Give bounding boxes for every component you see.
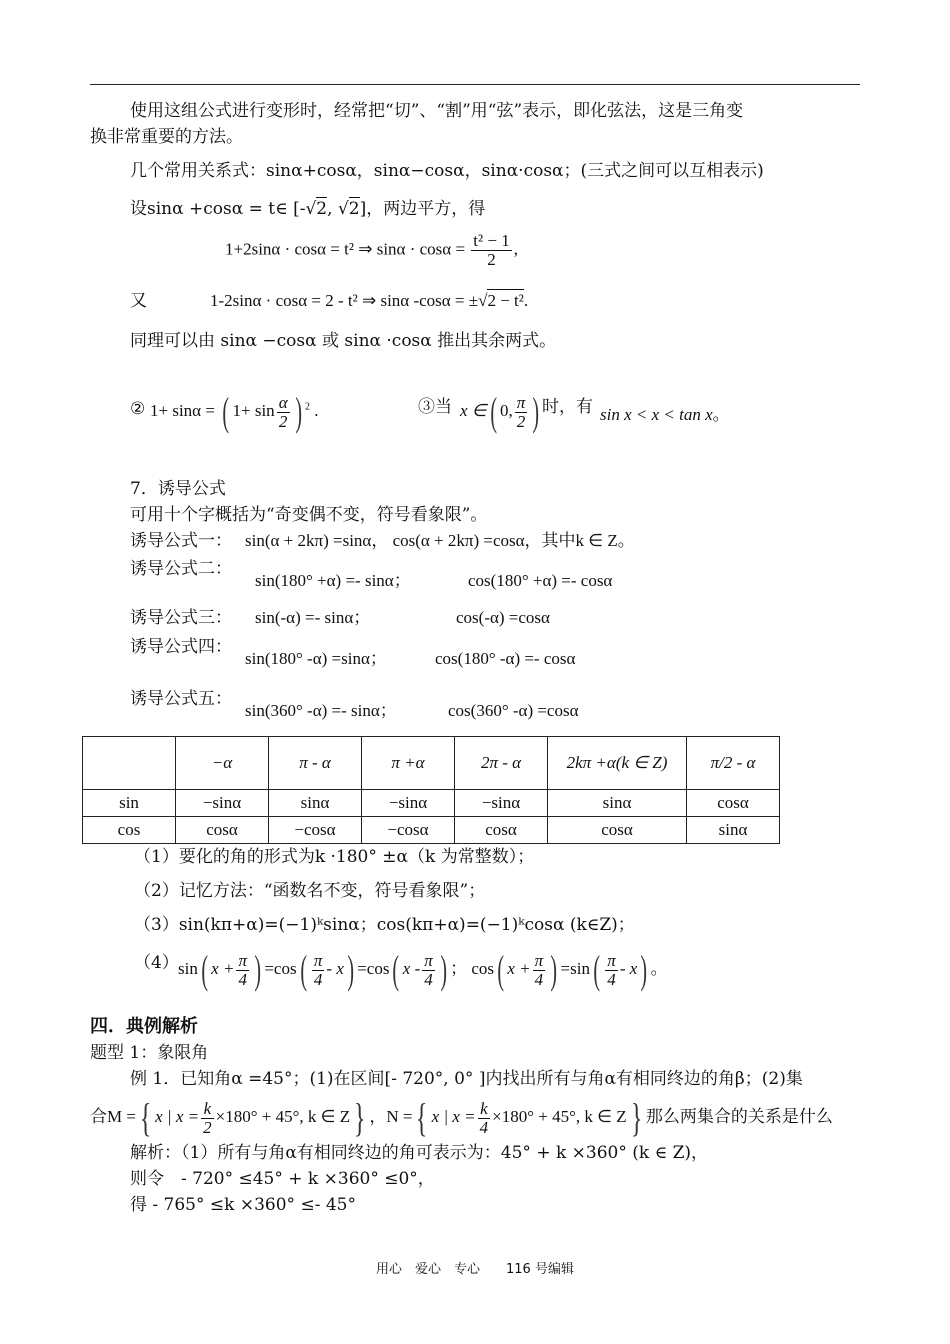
table-cell: −cosα	[362, 817, 455, 844]
n4-x-plus: x +	[211, 958, 235, 978]
table-header-cell: −α	[176, 737, 269, 790]
formula-2: 1+ sinα = ( 1+ sin $\frac{\alpha}{2}$ ) $^2$ .	[150, 389, 319, 434]
ex1-four: 4	[479, 1117, 489, 1137]
induction-5a: sin(360° -α) =- sinα；	[245, 701, 397, 720]
table-cell: −sinα	[362, 790, 455, 817]
induction-table	[82, 736, 780, 844]
note-3: （3）sin(kπ+α)=(−1)ᵏsinα；cos(kπ+α)=(−1)ᵏcosα (k∈Z)；	[134, 915, 635, 935]
ex1-set-m: 合M =	[90, 1106, 136, 1126]
induction-5-label: 诱导公式五：	[130, 689, 232, 709]
induction-1-label: 诱导公式一：	[130, 531, 232, 551]
note-2: （2）记忆方法：“函数名不变，符号看象限”；	[134, 881, 486, 901]
eq2-end: .	[523, 291, 529, 310]
n4-minus-x: - x	[326, 958, 344, 978]
eq1-denominator: 2	[471, 250, 511, 269]
paragraph-1b: 换非常重要的方法。	[90, 127, 243, 147]
solution-1: 解析：（1）所有与角α有相同终边的角可表示为：45° + k ×360° (k ∈ Z)，	[130, 1143, 709, 1163]
n4-pi: π	[424, 950, 433, 970]
table-row	[83, 817, 780, 844]
n4-sin-b: =sin	[560, 958, 590, 978]
p3-pre: 设sinα +cosα = t∈ [-	[130, 199, 306, 219]
n4-minus-x: - x	[619, 958, 638, 978]
n4-four: 4	[533, 970, 546, 989]
f3-end: 。	[712, 405, 730, 424]
table-cell: cosα	[455, 817, 548, 844]
n4-four: 4	[422, 970, 435, 989]
n4-cos-b: cos	[471, 958, 495, 978]
f3-denominator: 2	[515, 412, 528, 431]
induction-4a: sin(180° -α) =sinα；	[245, 649, 387, 668]
ex1-rest: ×180° + 45°, k ∈ Z	[492, 1106, 627, 1126]
table-cell: −sinα	[455, 790, 548, 817]
induction-1: sin(α + 2kπ) =sinα， cos(α + 2kπ) =cosα，其中k ∈ Z。	[245, 531, 635, 550]
formula-3-mid: 时，有	[542, 397, 593, 417]
induction-4-label: 诱导公式四：	[130, 637, 232, 657]
table-cell: cosα	[687, 790, 780, 817]
n4-end: 。	[650, 958, 668, 978]
ex1-set-x: x | x =	[155, 1106, 200, 1126]
induction-5b: cos(360° -α) =cosα	[448, 701, 579, 720]
induction-2-label: 诱导公式二：	[130, 559, 232, 579]
equation-2-label: 又	[130, 291, 147, 311]
f2-inner: 1+ sin	[232, 400, 275, 420]
table-header-cell: 2kπ +α(k ∈ Z)	[548, 737, 687, 790]
table-header-cell: π - α	[269, 737, 362, 790]
formula-3-ineq	[600, 404, 730, 426]
induction-2a: sin(180° +α) =- sinα；	[255, 571, 411, 590]
table-header-cell: 2π - α	[455, 737, 548, 790]
paragraph-1a: 使用这组公式进行变形时，经常把“切”、“割”用“弦”表示，即化弦法，这是三角变	[130, 101, 744, 121]
solution-2: 则令 - 720° ≤45° + k ×360° ≤0°，	[130, 1169, 435, 1189]
f3-ineq: sin x < x < tan x	[600, 405, 713, 424]
formula-3: x ∈( 0, $\frac{\pi}{2}$ )	[460, 389, 540, 434]
example-1a: 例 1．已知角α =45°；(1)在区间[- 720°, 0° ]内找出所有与角α有相同终边的角β；(2)集	[130, 1069, 803, 1089]
n4-semicolon: ；	[450, 958, 468, 978]
induction-3a: sin(-α) =- sinα；	[255, 608, 371, 627]
table-cell: sinα	[548, 790, 687, 817]
eq2-lhs: 1-2sinα · cosα = 2 - t² ⇒ sinα -cosα = ±	[210, 291, 479, 310]
n4-cos: =cos	[264, 958, 297, 978]
eq1-numerator: t² − 1	[473, 231, 510, 250]
ex1-k: k	[203, 1098, 212, 1118]
eq1-lhs: 1+2sinα · cosα = t² ⇒ sinα · cosα =	[225, 239, 466, 259]
n4-four: 4	[605, 970, 618, 989]
page-footer: 用心 爱心 专心 116 号编辑	[376, 1262, 574, 1277]
type-1-title: 题型 1：象限角	[90, 1043, 209, 1063]
eq2-root: 2 − t²	[487, 291, 524, 310]
table-cell: −cosα	[269, 817, 362, 844]
n4-sin: sin	[178, 958, 198, 978]
induction-3-label: 诱导公式三：	[130, 608, 232, 628]
induction-4b: cos(180° -α) =- cosα	[435, 649, 576, 668]
table-cell: sinα	[687, 817, 780, 844]
table-cell: −sinα	[176, 790, 269, 817]
f2-numerator: α	[278, 392, 288, 412]
f3-x: x ∈	[460, 400, 487, 420]
n4-pi: π	[313, 950, 323, 970]
formula-3-label: ③当	[418, 397, 452, 417]
table-cell: cos	[83, 817, 176, 844]
table-header-row	[83, 737, 780, 790]
note-4-label: （4）	[134, 953, 179, 973]
example-1b: 合M ={ x | x = $\frac{k}{2}$ ×180° + 45°, k ∈ Z} ，N ={ x | x = $\frac{k}{4}$ ×180° + 45°, k ∈ Z} 那么两集合的关系是什么	[90, 1095, 833, 1140]
table-row	[83, 790, 780, 817]
n4-four: 4	[236, 970, 249, 989]
f3-inner: 0,	[499, 400, 513, 420]
f2-exponent: 2	[304, 401, 310, 413]
induction-3b: cos(-α) =cosα	[456, 608, 550, 627]
equation-1	[225, 232, 518, 269]
section-4-title: 四．典例解析	[90, 1016, 198, 1037]
table-header-cell	[83, 737, 176, 790]
f2-lhs: 1+ sinα =	[150, 400, 215, 420]
ex1-set-x: x | x =	[431, 1106, 476, 1126]
formula-2-label: ②	[130, 399, 146, 419]
note-4-formula: sin( x + $\frac{\pi}{4}$ ) =cos( $\frac{\pi}{4}$ - x) =cos( x - $\frac{\pi}{4}$ ) ； cos( x + $\frac{\pi}{4}$ ) =sin( $\frac{\pi}{4}$ - x) 。	[178, 947, 668, 992]
section-7-summary: 可用十个字概括为“奇变偶不变，符号看象限”。	[130, 505, 488, 525]
table-cell: cosα	[176, 817, 269, 844]
f2-denominator: 2	[277, 412, 290, 431]
header-rule	[90, 84, 860, 85]
paragraph-3: 设sinα +cosα = t∈ [-√2, √2]，两边平方，得	[130, 199, 486, 219]
ex1-tail: 那么两集合的关系是什么	[645, 1106, 833, 1126]
solution-3: 得 - 765° ≤k ×360° ≤- 45°	[130, 1195, 356, 1215]
table-cell: cosα	[548, 817, 687, 844]
n4-four: 4	[312, 970, 325, 989]
table-cell: sinα	[269, 790, 362, 817]
f2-end: .	[314, 400, 319, 420]
table-cell: sin	[83, 790, 176, 817]
ex1-k: k	[480, 1098, 488, 1118]
note-1: （1）要化的角的形式为k ·180° ±α（k 为常整数）；	[134, 847, 535, 867]
f3-numerator: π	[516, 392, 526, 412]
induction-2b: cos(180° +α) =- cosα	[468, 571, 613, 590]
n4-cos-2: =cos	[357, 958, 390, 978]
p3-root-2: 2	[348, 199, 360, 219]
eq1-end: ,	[513, 239, 518, 259]
n4-pi: π	[534, 950, 544, 970]
n4-x-minus: x -	[402, 958, 421, 978]
ex1-rest: ×180° + 45°, k ∈ Z	[215, 1106, 351, 1126]
table-header-cell: π/2 - α	[687, 737, 780, 790]
n4-pi: π	[238, 950, 247, 970]
table-header-cell: π +α	[362, 737, 455, 790]
ex1-two: 2	[203, 1117, 212, 1137]
section-7-title: 7．诱导公式	[130, 479, 226, 499]
n4-pi: π	[607, 950, 616, 970]
p3-mid: ,	[327, 199, 333, 219]
equation-2: 1-2sinα · cosα = 2 - t² ⇒ sinα -cosα = ±√2 − t².	[210, 291, 529, 310]
ex1-set-n: ，N =	[369, 1106, 413, 1126]
n4-x-plus: x +	[507, 958, 531, 978]
p3-root-1: 2	[316, 199, 328, 219]
paragraph-4: 同理可以由 sinα −cosα 或 sinα ·cosα 推出其余两式。	[130, 331, 557, 351]
p3-post: ]，两边平方，得	[359, 199, 486, 219]
paragraph-2: 几个常用关系式：sinα+cosα，sinα−cosα，sinα·cosα；(三式之间可以互相表示)	[130, 161, 764, 181]
